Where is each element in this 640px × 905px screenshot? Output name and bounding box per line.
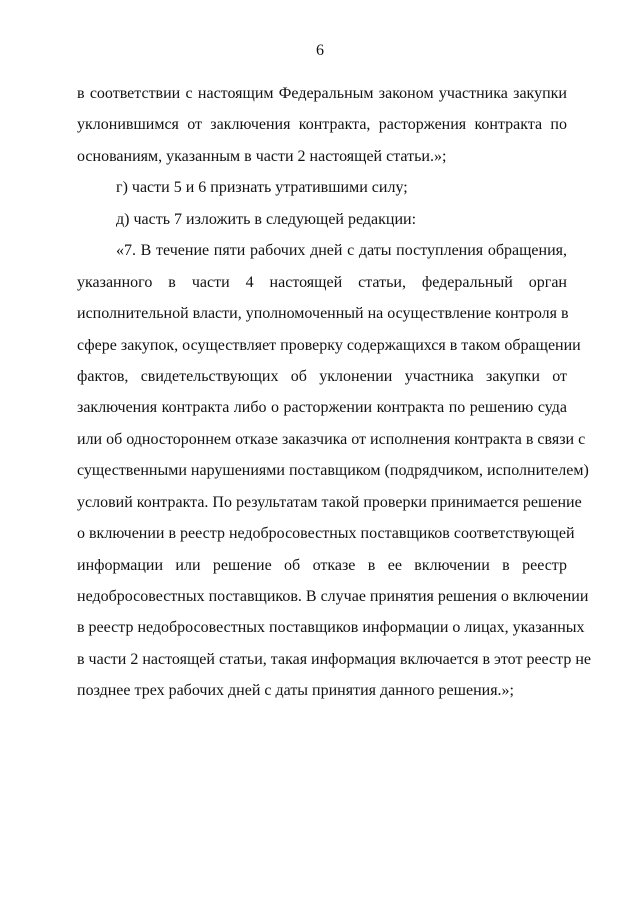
text-line: указанного в части 4 настоящей статьи, федеральный орган — [77, 273, 567, 291]
document-body — [77, 78, 591, 707]
text-line: позднее трех рабочих дней с даты принятия данного решения.»; — [77, 682, 514, 700]
text-line: в соответствии с настоящим Федеральным законом участника закупки — [77, 85, 567, 102]
text-line: в части 2 настоящей статьи, такая информация включается в этот реестр не — [77, 650, 591, 668]
text-line: д) часть 7 изложить в следующей редакции: — [116, 210, 417, 228]
text-line: фактов, свидетельствующих об уклонении участника закупки от — [77, 367, 567, 385]
text-line: информации или решение об отказе в ее включении в реестр — [77, 556, 567, 574]
text-line: существенными нарушениями поставщиком (подрядчиком, исполнителем) — [77, 462, 589, 480]
text-line: в реестр недобросовестных поставщиков информации о лицах, указанных — [77, 619, 585, 637]
text-line: о включении в реестр недобросовестных поставщиков соответствующей — [77, 525, 575, 543]
text-line: г) части 5 и 6 признать утратившими силу; — [116, 179, 408, 197]
text-line: уклонившимся от заключения контракта, расторжения контракта по — [77, 116, 567, 134]
text-line: сфере закупок, осуществляет проверку содержащихся в таком обращении — [77, 336, 581, 354]
text-line: недобросовестных поставщиков. В случае принятия решения о включении — [77, 588, 589, 605]
page-number: 6 — [316, 42, 324, 59]
text-line: заключения контракта либо о расторжении контракта по решению суда — [77, 399, 567, 417]
text-line: или об одностороннем отказе заказчика от исполнения контракта в связи с — [77, 430, 586, 448]
text-line: условий контракта. По результатам такой проверки принимается решение — [77, 493, 582, 511]
text-line: исполнительной власти, уполномоченный на осуществление контроля в — [77, 305, 569, 323]
text-line: «7. В течение пяти рабочих дней с даты поступления обращения, — [116, 242, 567, 260]
text-line: основаниям, указанным в части 2 настоящей статьи.»; — [77, 147, 447, 165]
